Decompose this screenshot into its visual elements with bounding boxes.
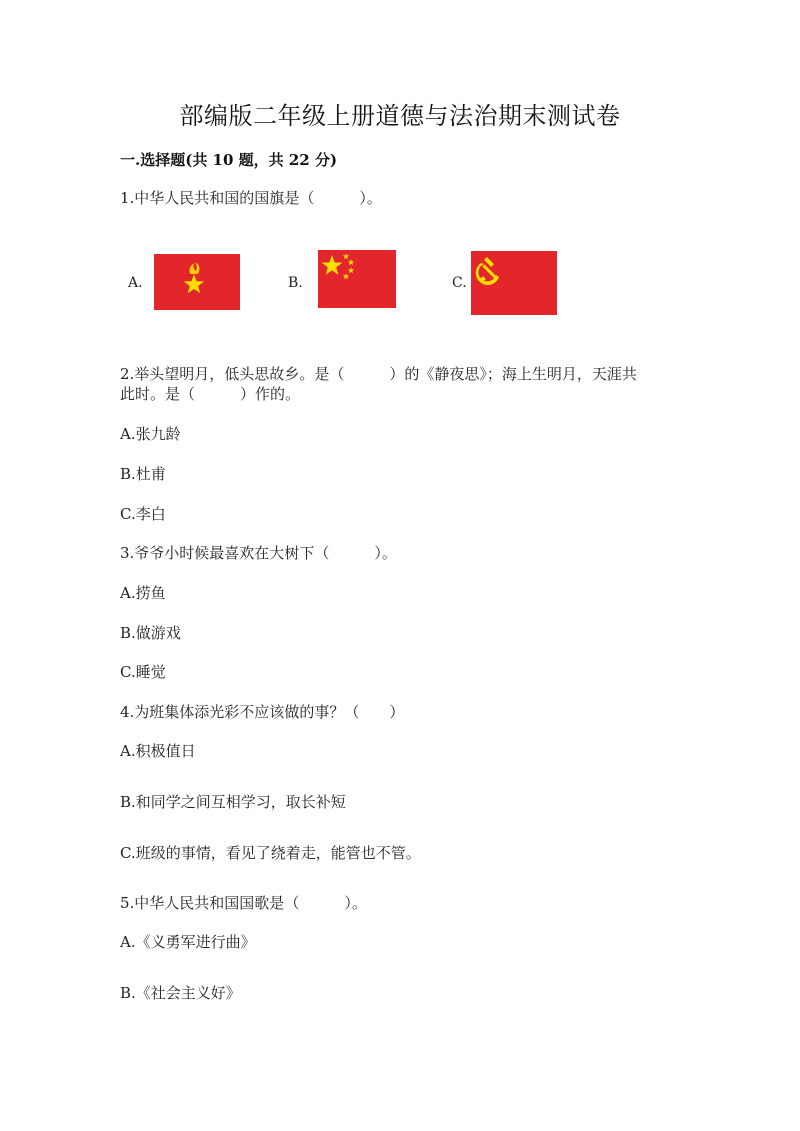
question-3-stem: 3.爷爷小时候最喜欢在大树下（ ）。	[120, 544, 397, 562]
q3-option-b: B.做游戏	[120, 624, 181, 642]
question-2-stem-line2: 此时。是（ ）作的。	[120, 385, 301, 403]
q4-option-a: A.积极值日	[120, 742, 196, 760]
q2-option-b: B.杜甫	[120, 465, 166, 483]
party-flag-image	[471, 251, 557, 315]
q3-option-c: C.睡觉	[120, 663, 166, 681]
q2-option-c: C.李白	[120, 505, 166, 523]
q1-option-b-label: B.	[288, 275, 303, 291]
q4-option-c: C.班级的事情，看见了绕着走，能管也不管。	[120, 844, 421, 862]
young-pioneers-flag-image	[154, 254, 240, 310]
q1-option-a-label: A.	[128, 275, 143, 291]
q2-option-a: A.张九龄	[120, 425, 181, 443]
q1-option-c-label: C.	[452, 275, 467, 291]
page-title: 部编版二年级上册道德与法治期末测试卷	[179, 102, 621, 130]
q3-option-a: A.捞鱼	[120, 584, 166, 602]
question-2-stem-line1: 2.举头望明月，低头思故乡。是（ ）的《静夜思》；海上生明月，天涯共	[120, 365, 637, 383]
question-1-stem: 1.中华人民共和国的国旗是（ ）。	[120, 189, 382, 207]
question-4-stem: 4.为班集体添光彩不应该做的事？（ ）	[120, 703, 405, 721]
section-heading: 一.选择题(共 10 题，共 22 分)	[120, 151, 338, 169]
q4-option-b: B.和同学之间互相学习，取长补短	[120, 793, 346, 811]
question-5-stem: 5.中华人民共和国国歌是（ ）。	[120, 894, 367, 912]
q5-option-b: B.《社会主义好》	[120, 984, 241, 1002]
national-flag-image	[318, 250, 396, 308]
q5-option-a: A.《义勇军进行曲》	[120, 933, 256, 951]
